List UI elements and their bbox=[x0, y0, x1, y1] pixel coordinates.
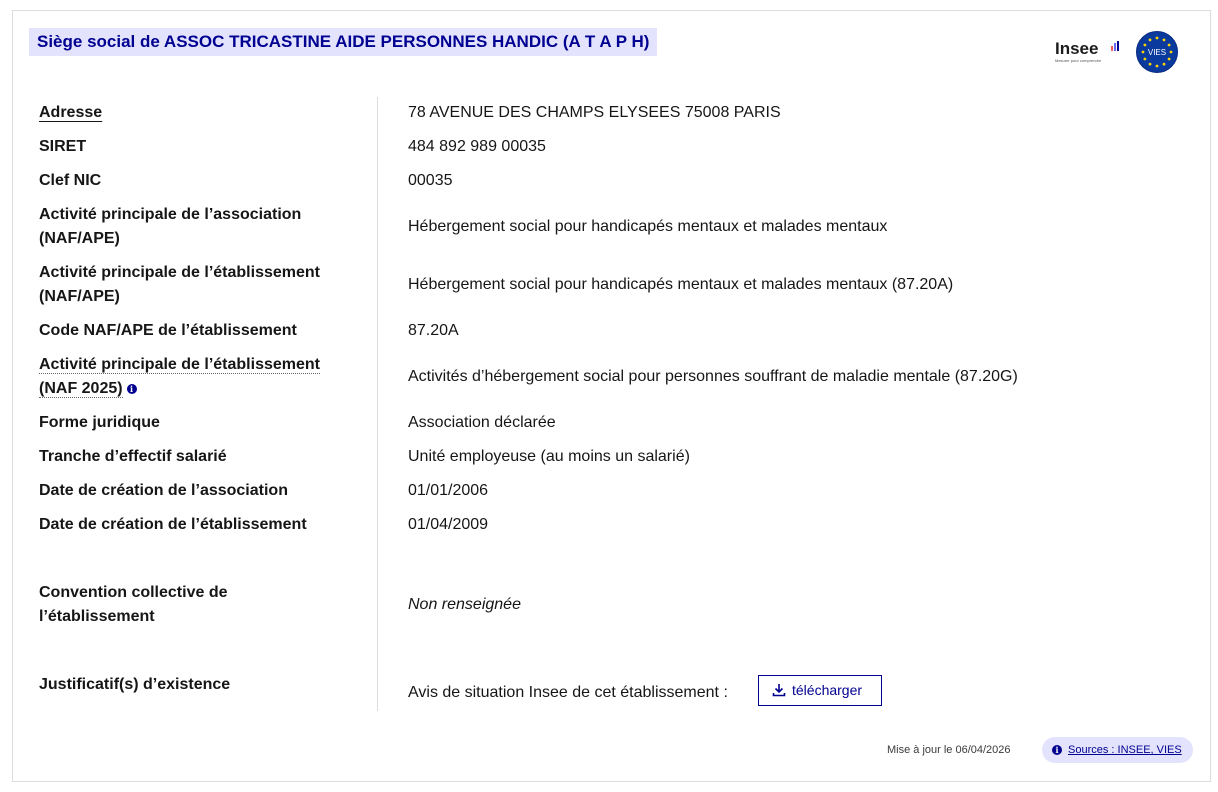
column-divider bbox=[377, 97, 378, 711]
vies-eu-logo bbox=[1136, 31, 1178, 73]
address-label[interactable]: Adresse bbox=[39, 104, 103, 121]
proof-of-existence-label: Justificatif(s) d’existence bbox=[39, 676, 231, 693]
siret-value: 484 892 989 00035 bbox=[408, 138, 546, 155]
siret-label: SIRET bbox=[39, 138, 87, 155]
legal-form-value: Association déclarée bbox=[408, 414, 556, 431]
association-activity-label: Activité principale de l’association (NAF/APE) bbox=[39, 206, 302, 247]
establishment-activity-value: Hébergement social pour handicapés mentaux et malades mentaux (87.20A) bbox=[408, 276, 954, 293]
insee-logo: Insee Mesurer pour comprendre bbox=[1055, 40, 1123, 66]
naf-code-value: 87.20A bbox=[408, 322, 459, 339]
address-value: 78 AVENUE DES CHAMPS ELYSEES 75008 PARIS bbox=[408, 104, 781, 121]
establishment-creation-date-value: 01/04/2009 bbox=[408, 516, 489, 533]
download-button[interactable]: télécharger bbox=[758, 675, 882, 706]
association-creation-date-value: 01/01/2006 bbox=[408, 482, 489, 499]
association-creation-date-label: Date de création de l’association bbox=[39, 482, 288, 499]
info-icon[interactable]: i bbox=[127, 384, 137, 394]
association-activity-value: Hébergement social pour handicapés mentaux et malades mentaux bbox=[408, 218, 888, 235]
establishment-creation-date-label: Date de création de l’établissement bbox=[39, 516, 307, 533]
establishment-activity-label: Activité principale de l’établissement (NAF/APE) bbox=[39, 264, 320, 305]
last-updated: Mise à jour le 06/04/2026 bbox=[887, 744, 1011, 756]
collective-agreement-value: Non renseignée bbox=[408, 596, 521, 613]
info-icon: i bbox=[1052, 745, 1062, 755]
naf-code-label: Code NAF/APE de l’établissement bbox=[39, 322, 297, 339]
situation-notice-text: Avis de situation Insee de cet établissement : bbox=[408, 684, 728, 701]
insee-bars-icon bbox=[1111, 41, 1121, 51]
nic-label: Clef NIC bbox=[39, 172, 102, 189]
nic-value: 00035 bbox=[408, 172, 453, 189]
workforce-value: Unité employeuse (au moins un salarié) bbox=[408, 448, 690, 465]
collective-agreement-label: Convention collective de l’établissement bbox=[39, 584, 228, 625]
sources-link[interactable]: i Sources : INSEE, VIES bbox=[1042, 737, 1193, 763]
naf2025-activity-label[interactable]: Activité principale de l’établissement (NAF 2025) i bbox=[39, 356, 320, 397]
workforce-label: Tranche d’effectif salarié bbox=[39, 448, 227, 465]
naf2025-activity-value: Activités d’hébergement social pour personnes souffrant de maladie mentale (87.20G) bbox=[408, 368, 1018, 385]
page-title: Siège social de ASSOC TRICASTINE AIDE PERSONNES HANDIC (A T A P H) bbox=[29, 28, 657, 56]
legal-form-label: Forme juridique bbox=[39, 414, 160, 431]
svg-text:VIES: VIES bbox=[1147, 48, 1167, 57]
download-icon bbox=[771, 682, 787, 698]
